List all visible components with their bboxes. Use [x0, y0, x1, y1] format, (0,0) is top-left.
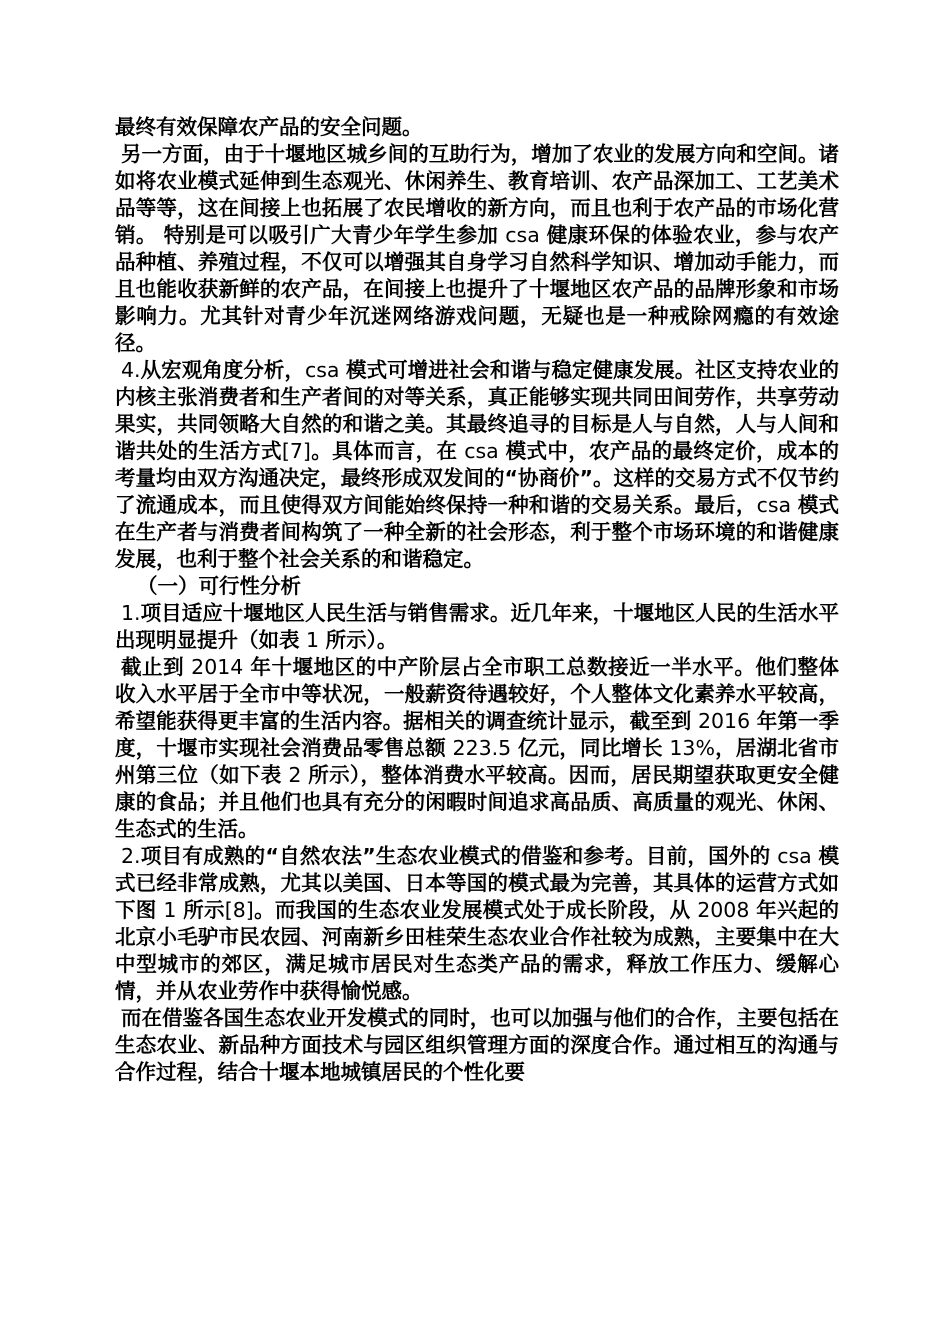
section-heading: （一）可行性分析 — [137, 574, 301, 598]
paragraph-2: 另一方面，由于十堰地区城乡间的互助行为，增加了农业的发展方向和空间。诸如将农业模式延伸到生态观光、休闲养生、教育培训、农产品深加工、工艺美术品等等，这在间接上也拓展了农民增收的新方向，而且也利于农产品的市场化营销。 特别是可以吸引广大青少年学生参加 csa 健康环保的体验农业，参与农产品种植、养殖过程，不仅可以增强其自身学习自然科学知识、增加动手能力，而且也能收获新鲜的农产品，在间接上也提升了十堰地区农产品的品牌形象和市场影响力。尤其针对青少年沉迷网络游戏问题，无疑也是一种戒除网瘾的有效途径。 — [115, 142, 840, 355]
paragraph-4: 1.项目适应十堰地区人民生活与销售需求。近几年来，十堰地区人民的生活水平出现明显提升（如表 1 所示）。 — [115, 601, 839, 652]
paragraph-6: 2.项目有成熟的“自然农法”生态农业模式的借鉴和参考。目前，国外的 csa 模式已经非常成熟，尤其以美国、日本等国的模式最为完善，其具体的运营方式如下图 1 所示[8]。而我国的生态农业发展模式处于成长阶段，从 2008 年兴起的北京小毛驴市民农园、河南新乡田桂荣生态农业合作社较为成熟，主要集中在大中型城市的郊区，满足城市居民对生态类产品的需求，释放工作压力、缓解心情，并从农业劳作中获得愉悦感。 — [115, 844, 840, 1003]
paragraph-1: 最终有效保障农产品的安全问题。 — [115, 115, 423, 139]
paragraph-7: 而在借鉴各国生态农业开发模式的同时，也可以加强与他们的合作，主要包括在生态农业、新品种方面技术与园区组织管理方面的深度合作。通过相互的沟通与合作过程，结合十堰本地城镇居民的个性化要 — [115, 1006, 839, 1084]
document-body — [115, 114, 839, 1086]
paragraph-3: 4.从宏观角度分析，csa 模式可增进社会和谐与稳定健康发展。社区支持农业的内核主张消费者和生产者间的对等关系，真正能够实现共同田间劳作，共享劳动果实，共同领略大自然的和谐之美。其最终追寻的目标是人与自然，人与人间和谐共处的生活方式[7]。具体而言，在 csa 模式中，农产品的最终定价，成本的考量均由双方沟通决定，最终形成双发间的“协商价”。这样的交易方式不仅节约了流通成本，而且使得双方间能始终保持一种和谐的交易关系。最后，csa 模式在生产者与消费者间构筑了一种全新的社会形态，利于整个市场环境的和谐健康发展，也利于整个社会关系的和谐稳定。 — [115, 358, 840, 571]
paragraph-5: 截止到 2014 年十堰地区的中产阶层占全市职工总数接近一半水平。他们整体收入水平居于全市中等状况，一般薪资待遇较好，个人整体文化素养水平较高，希望能获得更丰富的生活内容。据相关的调查统计显示，截至到 2016 年第一季度，十堰市实现社会消费品零售总额 223.5 亿元，同比增长 13%，居湖北省市州第三位（如下表 2 所示），整体消费水平较高。因而，居民期望获取更安全健康的食品；并且他们也具有充分的闲暇时间追求高品质、高质量的观光、休闲、生态式的生活。 — [115, 655, 840, 841]
